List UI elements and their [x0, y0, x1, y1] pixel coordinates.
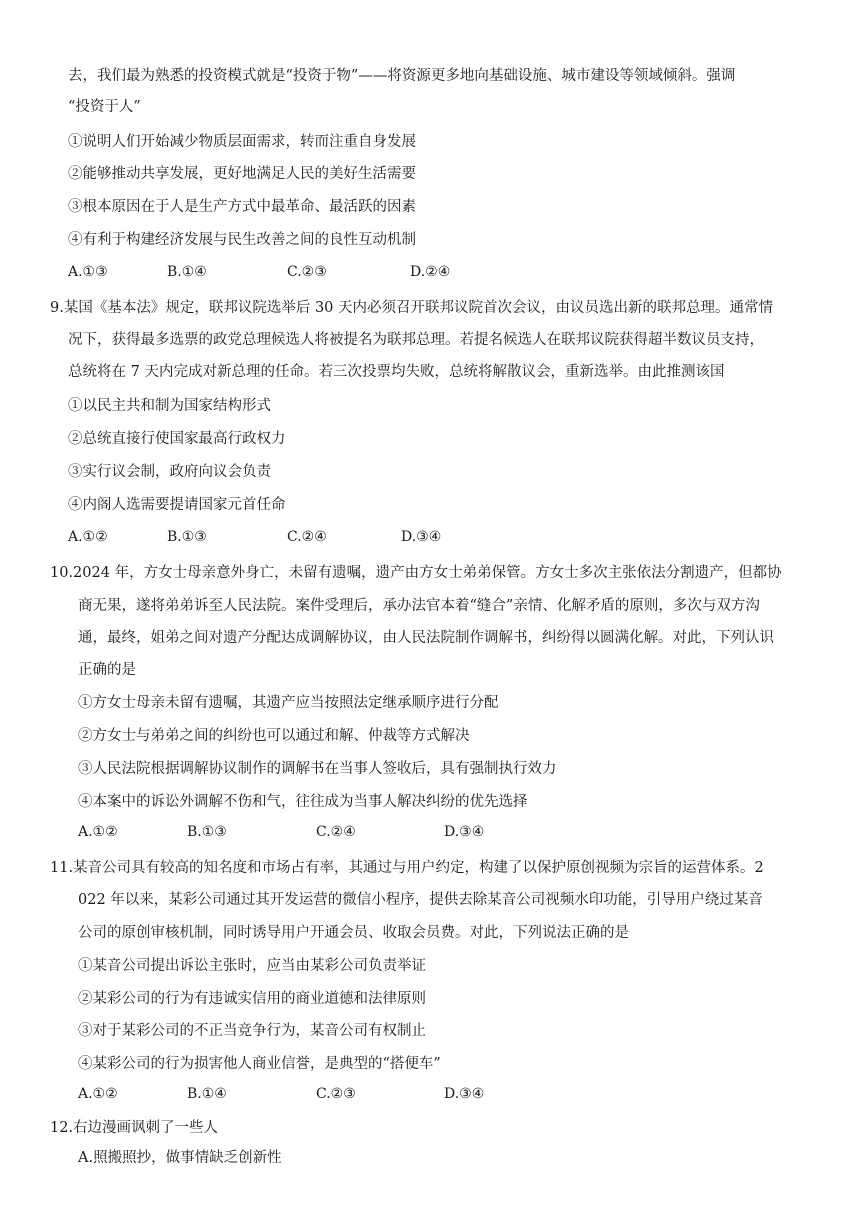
q10-stem-line: 正确的是	[78, 662, 136, 678]
q8-item: ③根本原因在于人是生产方式中最革命、最活跃的因素	[68, 199, 416, 215]
q11-option-a: A.①②	[78, 1086, 118, 1102]
q9-stem-line: 总统将在 7 天内完成对新总理的任命。若三次投票均失败，总统将解散议会，重新选举。由此推测该国	[68, 364, 725, 380]
q11-option-d: D.③④	[444, 1086, 485, 1102]
q10-item: ①方女士母亲未留有遗嘱，其遗产应当按照法定继承顺序进行分配	[78, 695, 499, 711]
q10-item: ③人民法院根据调解协议制作的调解书在当事人签收后，具有强制执行效力	[78, 761, 557, 777]
q9-option-b: B.①③	[167, 529, 207, 545]
q9-item: ④内阁人选需要提请国家元首任命	[68, 497, 286, 513]
q10-item: ②方女士与弟弟之间的纠纷也可以通过和解、仲裁等方式解决	[78, 728, 470, 744]
q8-option-c: C.②③	[287, 264, 327, 280]
q11-item: ④某彩公司的行为损害他人商业信誉，是典型的“搭便车”	[78, 1056, 441, 1072]
q8-option-a: A.①③	[68, 264, 108, 280]
q10-option-a: A.①②	[78, 824, 118, 840]
q8-item: ④有利于构建经济发展与民生改善之间的良性互动机制	[68, 232, 416, 248]
q11-stem-line: 11.某音公司具有较高的知名度和市场占有率，其通过与用户约定，构建了以保护原创视频为宗旨的运营体系。2	[50, 860, 764, 876]
q11-stem-line: 022 年以来，某彩公司通过其开发运营的微信小程序，提供去除某音公司视频水印功能，引导用户绕过某音	[78, 892, 763, 908]
q9-stem-line: 况下，获得最多选票的政党总理候选人将被提名为联邦总理。若提名候选人在联邦议院获得超半数议员支持，	[68, 332, 764, 348]
q9-option-d: D.③④	[401, 529, 442, 545]
q10-stem-line: 商无果，遂将弟弟诉至人民法院。案件受理后，承办法官本着“缝合”亲情、化解矛盾的原则，多次与双方沟	[78, 598, 760, 614]
q11-option-c: C.②③	[316, 1086, 356, 1102]
q11-stem-line: 公司的原创审核机制，同时诱导用户开通会员、收取会员费。对此，下列说法正确的是	[78, 925, 629, 941]
q8-item: ①说明人们开始减少物质层面需求，转而注重自身发展	[68, 134, 416, 150]
q10-stem-line: 通，最终，姐弟之间对遗产分配达成调解协议，由人民法院制作调解书，纠纷得以圆满化解。对此，下列认识	[78, 630, 774, 646]
q12-option-a: A.照搬照抄，做事情缺乏创新性	[78, 1150, 282, 1166]
q10-option-c: C.②④	[316, 824, 356, 840]
q11-item: ②某彩公司的行为有违诚实信用的商业道德和法律原则	[78, 991, 426, 1007]
q10-option-b: B.①③	[187, 824, 227, 840]
q11-item: ①某音公司提出诉讼主张时，应当由某彩公司负责举证	[78, 958, 426, 974]
q9-item: ①以民主共和制为国家结构形式	[68, 398, 271, 414]
q9-option-a: A.①②	[68, 529, 108, 545]
q9-stem-line: 9.某国《基本法》规定，联邦议院选举后 30 天内必须召开联邦议院首次会议，由议员选出新的联邦总理。通常情	[50, 300, 773, 316]
q11-item: ③对于某彩公司的不正当竞争行为，某音公司有权制止	[78, 1023, 426, 1039]
q8-stem-line: 去，我们最为熟悉的投资模式就是“投资于物”——将资源更多地向基础设施、城市建设等领域倾斜。强调	[68, 68, 736, 84]
q11-option-b: B.①④	[187, 1086, 227, 1102]
q8-option-b: B.①④	[167, 264, 207, 280]
q10-item: ④本案中的诉讼外调解不伤和气，往往成为当事人解决纠纷的优先选择	[78, 794, 528, 810]
q8-item: ②能够推动共享发展，更好地满足人民的美好生活需要	[68, 166, 416, 182]
q9-option-c: C.②④	[287, 529, 327, 545]
q10-option-d: D.③④	[444, 824, 485, 840]
q10-stem-line: 10.2024 年，方女士母亲意外身亡，未留有遗嘱，遗产由方女士弟弟保管。方女士多次主张依法分割遗产，但都协	[50, 565, 782, 581]
q8-option-d: D.②④	[410, 264, 451, 280]
q8-stem-line: “投资于人”	[68, 99, 141, 115]
q9-item: ②总统直接行使国家最高行政权力	[68, 431, 286, 447]
q9-item: ③实行议会制，政府向议会负责	[68, 464, 271, 480]
q12-stem-line: 12.右边漫画讽刺了一些人	[50, 1120, 219, 1136]
